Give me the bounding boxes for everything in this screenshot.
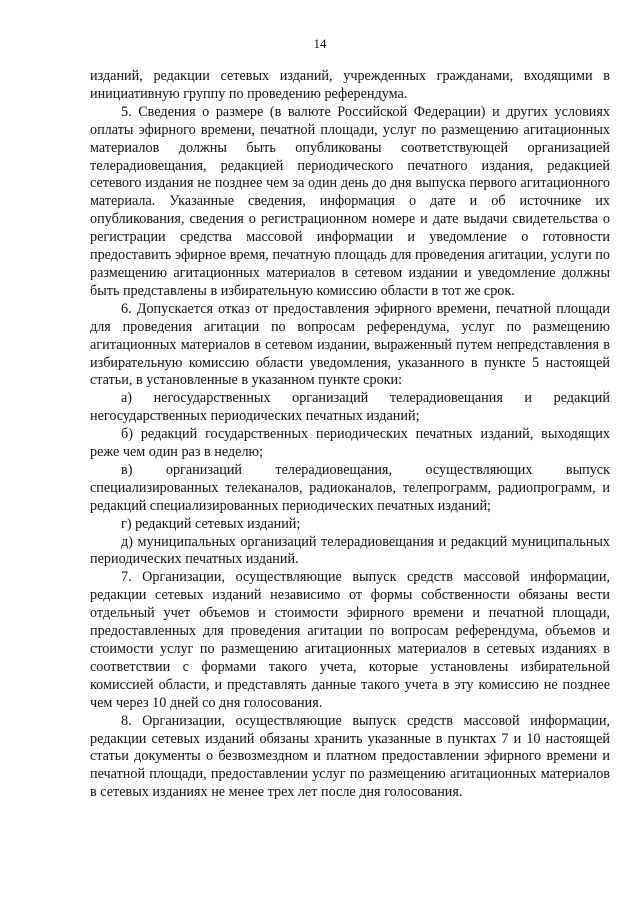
- page-number: 14: [313, 36, 327, 51]
- subitem-b: б) редакций государственных периодических печатных изданий, выходящих реже чем один раз в неделю;: [90, 426, 610, 461]
- document-body: [90, 68, 610, 802]
- subitem-g: г) редакций сетевых изданий;: [121, 515, 301, 532]
- subitem-v: в) организаций телерадиовещания, осуществляющих выпуск специализированных телеканалов, радиоканалов, телепрограмм, радиопрограмм, и редакций специализированных периодических печатных изданий;: [90, 461, 610, 514]
- paragraph-item-7: 7. Организации, осуществляющие выпуск средств массовой информации, редакции сетевых изданий независимо от формы собственности обязаны вести отдельный учет объемов и стоимости эфирного времени и печатной площади, предоставленных для проведения агитации по вопросам референдума, объемов и стоимости услуг по размещению агитационных материалов в сетевых изданиях в соответствии с формами такого учета, которые установлены избирательной комиссией области, и представлять данные такого учета в эту комиссию не позднее чем через 10 дней со дня голосования.: [90, 569, 610, 711]
- paragraph-item-5: 5. Сведения о размере (в валюте Российской Федерации) и других условиях оплаты эфирного времени, печатной площади, услуг по размещению агитационных материалов должны быть опубликованы соответствующей организацией телерадиовещания, редакцией периодического печатного издания, редакцией сетевого издания не позднее чем за один день до дня выпуска первого агитационного материала. Указанные сведения, информация о дате и об источнике их опубликования, сведения о регистрационном номере и дате выдачи свидетельства о регистрации средства массовой информации и уведомление о готовности предоставить эфирное время, печатную площадь для проведения агитации, услуги по размещению агитационных материалов в сетевом издании и уведомление должны быть представлены в избирательную комиссию области в тот же срок.: [90, 103, 610, 299]
- paragraph-item-6: 6. Допускается отказ от предоставления эфирного времени, печатной площади для проведения агитации по вопросам референдума, услуг по размещению агитационных материалов в сетевом издании, выраженный путем непредставления в избирательную комиссию области уведомления, указанного в пункте 5 настоящей статьи, в установленные в указанном пункте сроки:: [90, 300, 610, 389]
- paragraph-item-8: 8. Организации, осуществляющие выпуск средств массовой информации, редакции сетевых изданий обязаны хранить указанные в пунктах 7 и 10 настоящей статьи документы о безвозмездном и платном предоставлении эфирного времени и печатной площади, предоставлении услуг по размещению агитационных материалов в сетевых изданиях не менее трех лет после дня голосования.: [90, 712, 610, 801]
- paragraph-continuation: изданий, редакции сетевых изданий, учрежденных гражданами, входящими в инициативную группу по проведению референдума.: [90, 68, 610, 102]
- subitem-a: а) негосударственных организаций телерадиовещания и редакций негосударственных периодических печатных изданий;: [90, 390, 610, 425]
- subitem-d: д) муниципальных организаций телерадиовещания и редакций муниципальных периодических печатных изданий.: [90, 533, 610, 568]
